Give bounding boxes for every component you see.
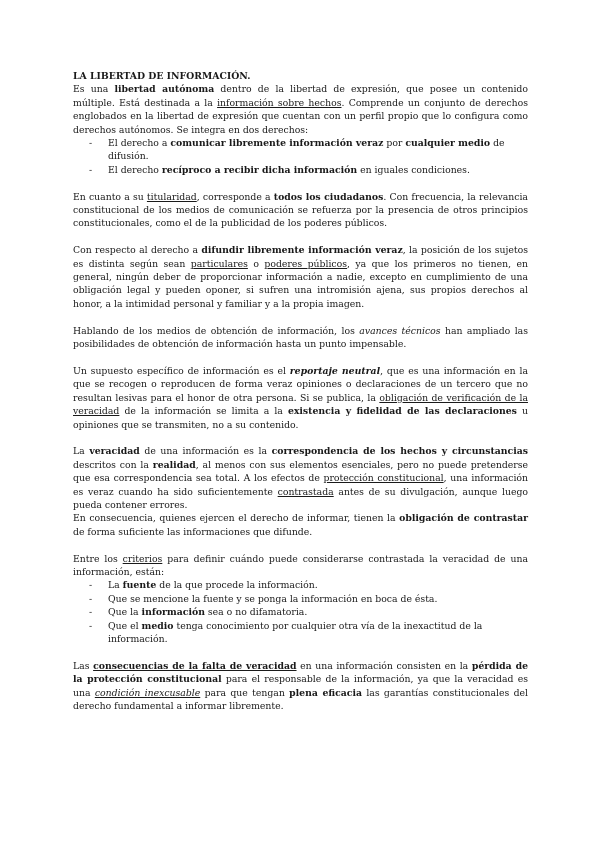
paragraph-difundir: Con respecto al derecho a difundir libremente información veraz, la posición de los sujetos es distinta según sean particulares o poderes públicos, ya que los primeros no tienen, en general, ningún deber de proporcionar información a nadie, excepto en cumplimiento de una obligación legal y pueden oponer, si sufren una intromisión ajena, sus propios derechos al honor, a la intimidad personal y familiar y a la propia imagen. — [73, 245, 528, 310]
list-item: - El derecho recíproco a recibir dicha información en iguales condiciones. — [73, 164, 528, 177]
paragraph-criterios: Entre los criterios para definir cuándo puede considerarse contrastada la veracidad de una información, están: — [73, 553, 528, 578]
list-item: - Que el medio tenga conocimiento por cualquier otra vía de la inexactitud de la información. — [73, 620, 528, 647]
criteria-list — [73, 579, 528, 646]
bold-term: libertad autónoma — [114, 84, 215, 96]
list-item: - La fuente de la que procede la información. — [73, 579, 528, 592]
paragraph-reportaje: Un supuesto específico de información es el reportaje neutral, que es una información en la que se recogen o reproducen de forma veraz opiniones o declaraciones de un tercero que no resultan lesivas para el honor de otra persona. Si se publica, la obligación de verificación de la veracidad de la información se limita a la existencia y fidelidad de las declaraciones u opiniones que se transmiten, no a su contenido. — [73, 365, 528, 431]
underlined-term: titularidad — [146, 191, 197, 203]
list-item: - El derecho a comunicar libremente información veraz por cualquier medio de difusión. — [73, 137, 528, 164]
document-title: LA LIBERTAD DE INFORMACIÓN. — [73, 71, 251, 82]
document-page — [73, 70, 528, 713]
underlined-term: información sobre hechos — [217, 97, 342, 109]
paragraph-consecuencias: Las consecuencias de la falta de veracidad en una información consisten en la pérdida de la protección constitucional para el responsable de la información, ya que la veracidad es una condición inexcusable para que tengan plena eficacia las garantías constitucionales del derecho fundamental a informar libremente. — [73, 660, 529, 712]
paragraph-consecuencia: En consecuencia, quienes ejercen el derecho de informar, tienen la obligación de contrastar de forma suficiente las informaciones que difunde. — [73, 513, 528, 538]
rights-list — [73, 137, 528, 177]
list-item: - Que se mencione la fuente y se ponga la información en boca de ésta. — [73, 593, 528, 606]
text: . Comprende un conjunto de derechos englobados en la libertad de expresión que cuentan con un perfil propio que lo configura como derechos autónomos. Se integra en dos derechos: — [73, 97, 529, 136]
bold-term: todos los ciudadanos — [273, 191, 384, 203]
paragraph-veracidad: La veracidad de una información es la correspondencia de los hechos y circunstancias descritos con la realidad, al menos con sus elementos esenciales, pero no puede pretenderse que esa correspondencia sea total. A los efectos de protección constitucional, una información es veraz cuando ha sido suficientemente contrastada antes de su divulgación, aunque luego pueda contener errores. — [73, 446, 529, 511]
list-item: - Que la información sea o no difamatoria. — [73, 606, 528, 619]
paragraph-titularidad: En cuanto a su titularidad, corresponde a todos los ciudadanos. Con frecuencia, la relevancia constitucional de los medios de comunicación se refuerza por la presencia de otros principios constitucionales, como el de la publicidad de los poderes públicos. — [73, 191, 528, 230]
paragraph-intro — [73, 83, 528, 137]
text: Es una — [73, 84, 115, 96]
text: dentro de la libertad de expresión, que posee un contenido múltiple. Está destinada a la — [73, 84, 528, 109]
paragraph-medios: Hablando de los medios de obtención de información, los avances técnicos han ampliado las posibilidades de obtención de información hasta un punto impensable. — [73, 325, 528, 351]
